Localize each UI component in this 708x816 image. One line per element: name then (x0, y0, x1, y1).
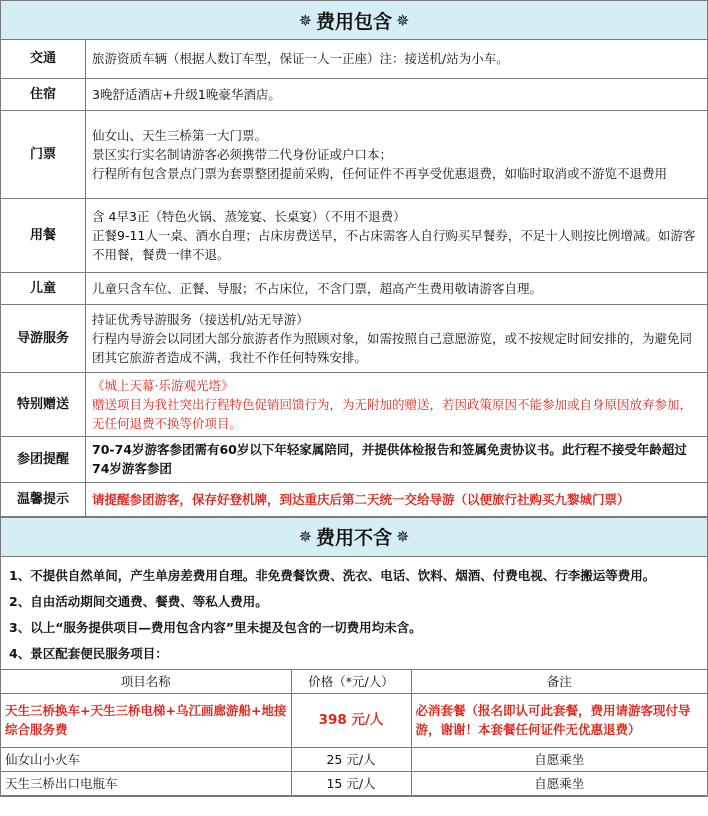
fees-excluded-banner (1, 517, 707, 557)
row-label: 导游服务 (1, 304, 86, 372)
row-line: 行程所有包含景点门票为套票整团提前采购，任何证件不再享受优惠退费，如临时取消或不游览不退费用 (92, 165, 668, 181)
list-item: 1、不提供自然单间，产生单房差费用自理。非免费餐饮费、洗衣、电话、饮料、烟酒、付费电视、行李搬运等费用。 (9, 567, 656, 583)
row-line: 持证优秀导游服务（接送机/站无导游） (92, 311, 309, 327)
snowflake-icon: ✵ (396, 527, 410, 546)
fees-included-title: 费用包含 (315, 10, 392, 33)
list-item: 3、以上“服务提供项目—费用包含内容”里未提及包含的一切费用均未含。 (9, 619, 422, 635)
row-label: 温馨提示 (1, 482, 86, 516)
fees-excluded-title: 费用不含 (315, 527, 392, 549)
service-price-table (1, 670, 707, 796)
item-name: 天生三桥出口电瓶车 (1, 771, 291, 795)
row-guide-service (1, 304, 707, 372)
row-line: 儿童只含车位、正餐、导服；不占床位，不含门票，超高产生费用敬请游客自理。 (92, 280, 543, 296)
row-value (86, 78, 708, 110)
row-value (86, 40, 708, 78)
item-name: 天生三桥换车+天生三桥电梯+乌江画廊游船+地接综合服务费 (1, 693, 291, 747)
row-line: 3晚舒适酒店+升级1晚豪华酒店。 (92, 86, 281, 102)
table-row (1, 693, 707, 747)
row-label: 儿童 (1, 272, 86, 304)
row-line: 景区实行实名制请游客必须携带二代身份证或户口本； (92, 146, 393, 162)
row-value (86, 110, 708, 198)
row-warm-tip (1, 482, 707, 516)
row-tickets (1, 110, 707, 198)
column-header: 价格（*元/人） (291, 670, 411, 694)
item-note: 自愿乘坐 (411, 747, 707, 771)
list-item: 2、自由活动期间交通费、餐费、等私人费用。 (9, 593, 268, 609)
list-item: 4、景区配套便民服务项目： (9, 645, 168, 661)
row-label: 参团提醒 (1, 436, 86, 482)
row-value (86, 372, 708, 436)
row-line: 《城上天幕·乐游观光塔》 (92, 377, 234, 393)
row-transport (1, 40, 707, 78)
row-value (86, 304, 708, 372)
item-note: 自愿乘坐 (411, 771, 707, 795)
table-row (1, 747, 707, 771)
row-line: 含 4早3正（特色火锅、蒸笼宴、长桌宴）（不用不退费） (92, 208, 406, 224)
row-value (86, 482, 708, 516)
snowflake-icon: ✵ (396, 10, 410, 30)
row-line: 正餐9-11人一桌、酒水自理；占床房费送早，不占床需客人自行购买早餐券，不足十人则按比例增减。如游客不用餐，餐费一律不退。 (92, 227, 696, 262)
row-meals (1, 198, 707, 272)
row-label: 住宿 (1, 78, 86, 110)
snowflake-icon: ✵ (298, 527, 312, 546)
row-label: 特别赠送 (1, 372, 86, 436)
row-label: 门票 (1, 110, 86, 198)
row-label: 交通 (1, 40, 86, 78)
item-price: 15 元/人 (291, 771, 411, 795)
fees-included-table (1, 40, 707, 517)
row-value (86, 272, 708, 304)
row-line: 赠送项目为我社突出行程特色促销回馈行为，为无附加的赠送，若因政策原因不能参加或自身原因放弃参加，无任何退费不换等价项目。 (92, 396, 693, 431)
row-label: 用餐 (1, 198, 86, 272)
row-line: 请提醒参团游客，保存好登机牌，到达重庆后第二天统一交给导游（以便旅行社购买九黎城门票） (92, 491, 630, 507)
row-value (86, 198, 708, 272)
item-price: 398 元/人 (291, 693, 411, 747)
item-name: 仙女山小火车 (1, 747, 291, 771)
fees-excluded-list (1, 557, 707, 670)
row-value (86, 436, 708, 482)
column-header: 项目名称 (1, 670, 291, 694)
row-join-reminder (1, 436, 707, 482)
table-row (1, 771, 707, 795)
item-note: 必消套餐（报名即认可此套餐，费用请游客现付导游，谢谢！本套餐任何证件无优惠退费） (411, 693, 707, 747)
row-special-gift (1, 372, 707, 436)
row-hotel (1, 78, 707, 110)
item-price: 25 元/人 (291, 747, 411, 771)
snowflake-icon: ✵ (298, 10, 312, 30)
fees-included-banner (1, 1, 707, 40)
row-line: 70-74岁游客参团需有60岁以下年轻家属陪同，并提供体检报告和签属免责协议书。此行程不接受年龄超过74岁游客参团 (92, 442, 687, 476)
row-line: 行程内导游会以同团大部分旅游者作为照顾对象，如需按照自己意愿游览，或不按规定时间安排的，为避免同团其它旅游者造成不满，我社不作任何特殊安排。 (92, 330, 693, 365)
column-header: 备注 (411, 670, 707, 694)
row-children (1, 272, 707, 304)
row-line: 旅游资质车辆（根据人数订车型，保证一人一正座）注：接送机/站为小车。 (92, 51, 509, 67)
table-header-row (1, 670, 707, 694)
row-line: 仙女山、天生三桥第一大门票。 (92, 127, 268, 143)
